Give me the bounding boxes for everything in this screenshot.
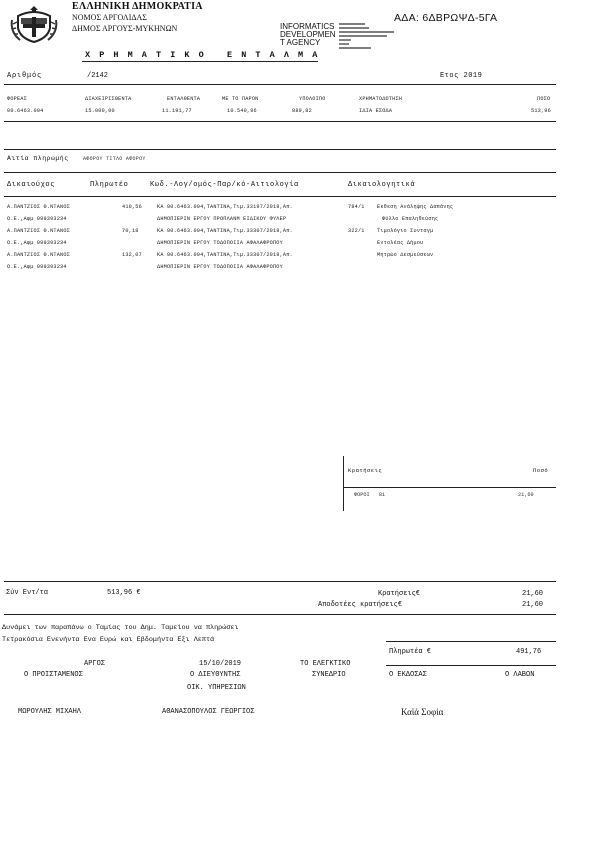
totals-bottom-divider <box>4 614 556 615</box>
summary-header-current: ΜΕ ΤΟ ΠΑΡΟΝ <box>222 96 259 102</box>
signature-director-line1: Ο ΔΙΕΥΘΥΝΤΗΣ <box>190 671 241 679</box>
detail-row <box>7 216 557 227</box>
detail-code: ΚΑ 00.6463.004,ΤΑΝΤΙΝΑ,Τιμ.33197/2019,Απ. <box>157 204 293 210</box>
logo-informatics: INFORMATICS <box>280 22 335 31</box>
retentions-total-value: 21,60 <box>522 590 544 598</box>
detail-code: ΔΗΜΟΠΙΕΡΙΝ ΕΡΓΟΥ ΠΡΟΠΛΑΝΜ ΕΙΔΙΚΟΥ ΦΥΛΕΡ <box>157 216 287 222</box>
summary-header-balance: ΥΠΟΛΟΙΠΟ <box>299 96 326 102</box>
detail-beneficiary: Ο.Ε.,Αφμ 099393234 <box>7 264 67 270</box>
summary-value-fund: 00.6463.004 <box>7 108 44 114</box>
summary-value-row <box>7 108 557 119</box>
signature-place: ΑΡΓΟΣ <box>84 660 106 668</box>
detail-code: ΚΑ 00.6463.004,ΤΑΝΤΙΝΑ,Τιμ.33307/2019,Απ. <box>157 252 293 258</box>
document-title: Χ Ρ Η Μ Α Τ Ι Κ Ο Ε Ν Τ Α Λ Μ Α <box>85 50 320 60</box>
detail-doc: Τιμολόγιο Συνταγμ <box>377 228 434 234</box>
detail-beneficiary: Ο.Ε.,Αφμ 099393234 <box>7 240 67 246</box>
logo-agency: T AGENCY <box>280 38 321 47</box>
detail-doc: Εντολέας Δήμου <box>377 240 424 246</box>
retentions-total-label: Κρατήσεις€ <box>378 590 421 598</box>
detail-num: 784/1 <box>348 204 365 210</box>
signature-director-line2: ΟΙΚ. ΥΠΗΡΕΣΙΩΝ <box>187 684 246 692</box>
detail-beneficiary: Ο.Ε.,Αφμ 099393234 <box>7 216 67 222</box>
detail-amount: 410,56 <box>122 204 142 210</box>
ada-code: ΑΔΑ: 6ΔΒΡΩΨΔ-5ΓΑ <box>394 12 498 24</box>
detail-row <box>7 252 557 263</box>
logo-development: DEVELOPMEN <box>280 30 336 39</box>
signature-head-title: Ο ΠΡΟΙΣΤΑΜΕΝΟΣ <box>24 671 83 679</box>
summary-value-amount: 513,96 <box>531 108 551 114</box>
detail-row <box>7 228 557 239</box>
detail-beneficiary: Α.ΠΑΝΤΖΙΟΣ Θ.ΝΤΑΝΟΣ <box>7 204 70 210</box>
signature-date: 15/10/2019 <box>199 660 242 668</box>
summary-value-funding: ΙΔΙΑ ΕΣΟΔΑ <box>359 108 393 114</box>
detail-row <box>7 240 557 251</box>
header-country: ΕΛΛΗΝΙΚΗ ΔΗΜΟΚΡΑΤΙΑ <box>72 1 203 12</box>
signature-issuer-title: Ο ΕΚΔΟΣΑΣ <box>389 671 427 679</box>
detail-beneficiary: Α.ΠΑΝΤΖΙΟΣ Θ.ΝΤΑΝΟΣ <box>7 228 70 234</box>
signature-receiver-title: Ο ΛΑΒΩΝ <box>505 671 535 679</box>
summary-value-current: 10.540,96 <box>227 108 257 114</box>
number-value: /2142 <box>87 72 109 80</box>
detail-code: ΔΗΜΟΠΙΕΡΙΝ ΕΡΓΟΥ ΤΟΔΟΠΟΙΙΑ ΑΦΑΛΑΦΡΟΠΟΥ <box>157 240 283 246</box>
signature-issuer-name: Καϊά Σοφία <box>401 707 444 717</box>
payable-bottom-line <box>386 665 556 666</box>
detail-amount: 70,18 <box>122 228 139 234</box>
summary-value-balance: 889,82 <box>292 108 312 114</box>
number-label: Αριθμός <box>7 72 43 80</box>
detail-row <box>7 264 557 275</box>
detail-header-supporting: Δικαιολογητικά <box>348 181 416 189</box>
retentions-header-divider <box>343 487 556 488</box>
detail-doc: Μητρώο Δεσμεύσεων <box>377 252 434 258</box>
signature-audit-line2: ΣΥΝΕΔΡΙΟ <box>312 671 346 679</box>
summary-header-funding: ΧΡΗΜΑΤΟΔΟΤΗΣΗ <box>359 96 403 102</box>
summary-value-commanded: 11.191,77 <box>162 108 192 114</box>
payable-top-line <box>386 641 556 642</box>
retentions-left-border <box>343 456 344 511</box>
year-label: Ετος 2019 <box>440 72 483 80</box>
summary-header-fund: ΦΟΡΕΑΣ <box>7 96 27 102</box>
words-line1: Δυνάμει των παραπάνω ο Ταμίας του Δημ. Ταμείου να πληρώσει <box>2 624 239 632</box>
retentions-item-amount: 21,60 <box>518 492 534 498</box>
signature-audit-line1: ΤΟ ΕΛΕΓΚΤΙΚΟ <box>300 660 351 668</box>
payable-label: Πληρωτέα € <box>389 648 432 656</box>
signature-head-name: ΜΩΡΟΥΛΗΣ ΜΙΧΑΗΛ <box>18 708 82 716</box>
returns-total-label: Αποδοτέες κρατήσεις€ <box>318 601 403 609</box>
cause-bottom-divider <box>4 172 556 173</box>
meta-divider <box>4 84 556 85</box>
greek-emblem-icon <box>8 4 60 44</box>
detail-header-beneficiary: Δικαιούχος <box>7 181 56 189</box>
detail-code: ΚΑ 00.6463.004,ΤΑΝΤΙΝΑ,Τιμ.33307/2019,Απ. <box>157 228 293 234</box>
retentions-header-label: Κρατήσεις <box>348 467 383 474</box>
retentions-item-label: ΦΟΡΟΙ 81 <box>354 492 386 498</box>
cause-label: Αιτία πληρωμής <box>7 155 69 162</box>
summary-value-managed: 15.000,00 <box>85 108 115 114</box>
sum-label: Σύν Εντ/τα <box>6 589 49 597</box>
summary-header-row <box>7 96 557 107</box>
header-prefecture: ΝΟΜΟΣ ΑΡΓΟΛΙΔΑΣ <box>72 13 147 22</box>
signature-director-name: ΑΘΑΝΑΣΟΠΟΥΛΟΣ ΓΕΩΡΓΙΟΣ <box>162 708 255 716</box>
summary-header-amount: ΠΟΣΟ <box>537 96 551 102</box>
totals-top-divider <box>4 581 556 582</box>
detail-beneficiary: Α.ΠΑΝΤΖΙΟΣ Θ.ΝΤΑΝΟΣ <box>7 252 70 258</box>
summary-header-managed: ΔΙΑΧΕΙΡΙΣΘΕΝΤΑ <box>85 96 132 102</box>
sum-value: 513,96 € <box>107 589 141 597</box>
detail-header-paid: Πληρωτέο <box>90 181 129 189</box>
detail-doc: Εκθεση Ανάληψης Δαπάνης <box>377 204 454 210</box>
summary-divider <box>4 121 556 122</box>
detail-header-divider <box>4 196 556 197</box>
payable-value: 491,76 <box>516 648 542 656</box>
detail-num: 322/1 <box>348 228 365 234</box>
detail-row <box>7 204 557 215</box>
cause-value: ΑΦΟΡΟΥ ΤΙΤΛΟ ΑΦΟΡΟΥ <box>83 156 146 162</box>
summary-header-commanded: ΕΝΤΑΛΘΕΝΤΑ <box>167 96 201 102</box>
returns-total-value: 21,60 <box>522 601 544 609</box>
header-municipality: ΔΗΜΟΣ ΑΡΓΟΥΣ-ΜΥΚΗΝΩΝ <box>72 24 178 33</box>
words-line2: Τετρακόσια Ενενήντα Ενα Ευρώ και Εβδομήντα Εξι Λεπτά <box>2 636 215 644</box>
detail-code: ΔΗΜΟΠΙΕΡΙΝ ΕΡΓΟΥ ΤΟΔΟΠΟΙΙΑ ΑΦΑΛΑΦΡΟΠΟΥ <box>157 264 283 270</box>
title-underline <box>82 61 318 62</box>
detail-amount: 132,07 <box>122 252 142 258</box>
detail-doc: Φύλλο Επαληθεύσης <box>382 216 439 222</box>
retentions-header-amount: Ποσό <box>533 467 549 474</box>
cause-top-divider <box>4 149 556 150</box>
detail-header-code: Κωδ.-Λογ/ομός-Παρ/κό-Αιτιολογία <box>150 181 299 189</box>
logo-smallprint <box>339 22 399 50</box>
